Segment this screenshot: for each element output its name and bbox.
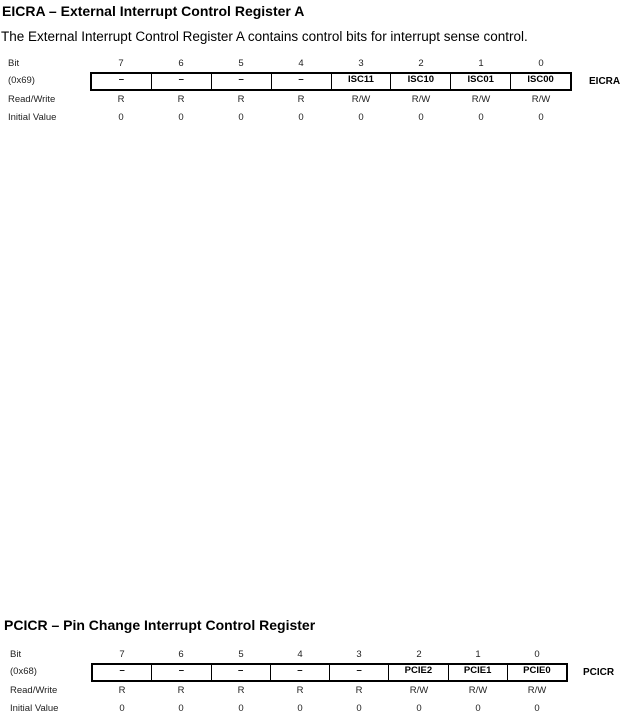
pcicr-initial-label: Initial Value — [10, 703, 59, 714]
pcicr-rw-5: R — [237, 685, 245, 696]
pcicr-field-4: – — [271, 665, 330, 680]
eicra-bit-6: 6 — [178, 58, 184, 69]
eicra-bit-0: 0 — [538, 58, 544, 69]
pcicr-bit-label: Bit — [10, 649, 22, 660]
eicra-field-isc00: ISC00 — [527, 74, 554, 85]
pcicr-rw-0: R/W — [527, 685, 547, 696]
eicra-field-6: – — [152, 74, 212, 89]
eicra-rw-1: R/W — [471, 94, 491, 105]
eicra-init-5: 0 — [238, 112, 244, 123]
pcicr-address: (0x68) — [10, 666, 37, 677]
eicra-bit-label: Bit — [8, 58, 20, 69]
pcicr-rw-3: R — [355, 685, 363, 696]
eicra-bit-4: 4 — [298, 58, 304, 69]
eicra-init-3: 0 — [358, 112, 364, 123]
pcicr-init-6: 0 — [178, 703, 184, 714]
pcicr-field-pcie0: PCIE0 — [523, 665, 551, 676]
eicra-init-6: 0 — [178, 112, 184, 123]
pcicr-rw-1: R/W — [468, 685, 488, 696]
pcicr-register-name: PCICR — [583, 667, 615, 678]
eicra-bit-5: 5 — [238, 58, 244, 69]
pcicr-bit-4: 4 — [297, 649, 303, 660]
pcicr-field-3: – — [330, 665, 389, 680]
eicra-init-4: 0 — [298, 112, 304, 123]
pcicr-rw-6: R — [177, 685, 185, 696]
eicra-register-name: EICRA — [589, 76, 621, 87]
eicra-init-2: 0 — [418, 112, 424, 123]
pcicr-init-2: 0 — [416, 703, 422, 714]
pcicr-rw-7: R — [118, 685, 126, 696]
pcicr-rw-2: R/W — [409, 685, 429, 696]
eicra-rw-2: R/W — [411, 94, 431, 105]
eicra-init-7: 0 — [118, 112, 124, 123]
pcicr-field-6: – — [152, 665, 211, 680]
pcicr-init-3: 0 — [356, 703, 362, 714]
pcicr-init-0: 0 — [534, 703, 540, 714]
pcicr-bit-2: 2 — [416, 649, 422, 660]
pcicr-bit-0: 0 — [534, 649, 540, 660]
eicra-rw-4: R — [297, 94, 305, 105]
eicra-rw-label: Read/Write — [8, 94, 56, 105]
pcicr-bit-7: 7 — [119, 649, 125, 660]
eicra-field-7: – — [92, 74, 152, 89]
eicra-rw-0: R/W — [531, 94, 551, 105]
eicra-rw-5: R — [237, 94, 245, 105]
pcicr-field-pcie2: PCIE2 — [389, 665, 448, 680]
pcicr-init-5: 0 — [238, 703, 244, 714]
pcicr-init-1: 0 — [475, 703, 481, 714]
eicra-init-1: 0 — [478, 112, 484, 123]
eicra-bit-1: 1 — [478, 58, 484, 69]
eicra-initial-label: Initial Value — [8, 112, 57, 123]
pcicr-field-7: – — [93, 665, 152, 680]
pcicr-field-pcie1: PCIE1 — [449, 665, 508, 680]
eicra-field-isc11: ISC11 — [332, 74, 392, 89]
eicra-bit-2: 2 — [418, 58, 424, 69]
eicra-register-box — [90, 72, 572, 91]
eicra-field-isc10: ISC10 — [391, 74, 451, 89]
eicra-field-5: – — [212, 74, 272, 89]
eicra-init-0: 0 — [538, 112, 544, 123]
pcicr-bit-5: 5 — [238, 649, 244, 660]
eicra-field-isc01: ISC01 — [451, 74, 511, 89]
eicra-bit-3: 3 — [358, 58, 364, 69]
pcicr-bit-1: 1 — [475, 649, 481, 660]
pcicr-bit-6: 6 — [178, 649, 184, 660]
pcicr-register-box — [91, 663, 568, 682]
eicra-description: The External Interrupt Control Register A contains control bits for interrupt sense control. — [1, 29, 528, 44]
pcicr-title: PCICR – Pin Change Interrupt Control Register — [4, 617, 316, 633]
pcicr-bit-3: 3 — [356, 649, 362, 660]
eicra-rw-3: R/W — [351, 94, 371, 105]
eicra-address: (0x69) — [8, 75, 35, 86]
pcicr-rw-4: R — [296, 685, 304, 696]
eicra-field-4: – — [272, 74, 332, 89]
eicra-rw-6: R — [177, 94, 185, 105]
eicra-title: EICRA – External Interrupt Control Register A — [2, 3, 305, 19]
pcicr-rw-label: Read/Write — [10, 685, 58, 696]
pcicr-init-4: 0 — [297, 703, 303, 714]
pcicr-field-5: – — [212, 665, 271, 680]
pcicr-init-7: 0 — [119, 703, 125, 714]
eicra-bit-7: 7 — [118, 58, 124, 69]
eicra-rw-7: R — [117, 94, 125, 105]
